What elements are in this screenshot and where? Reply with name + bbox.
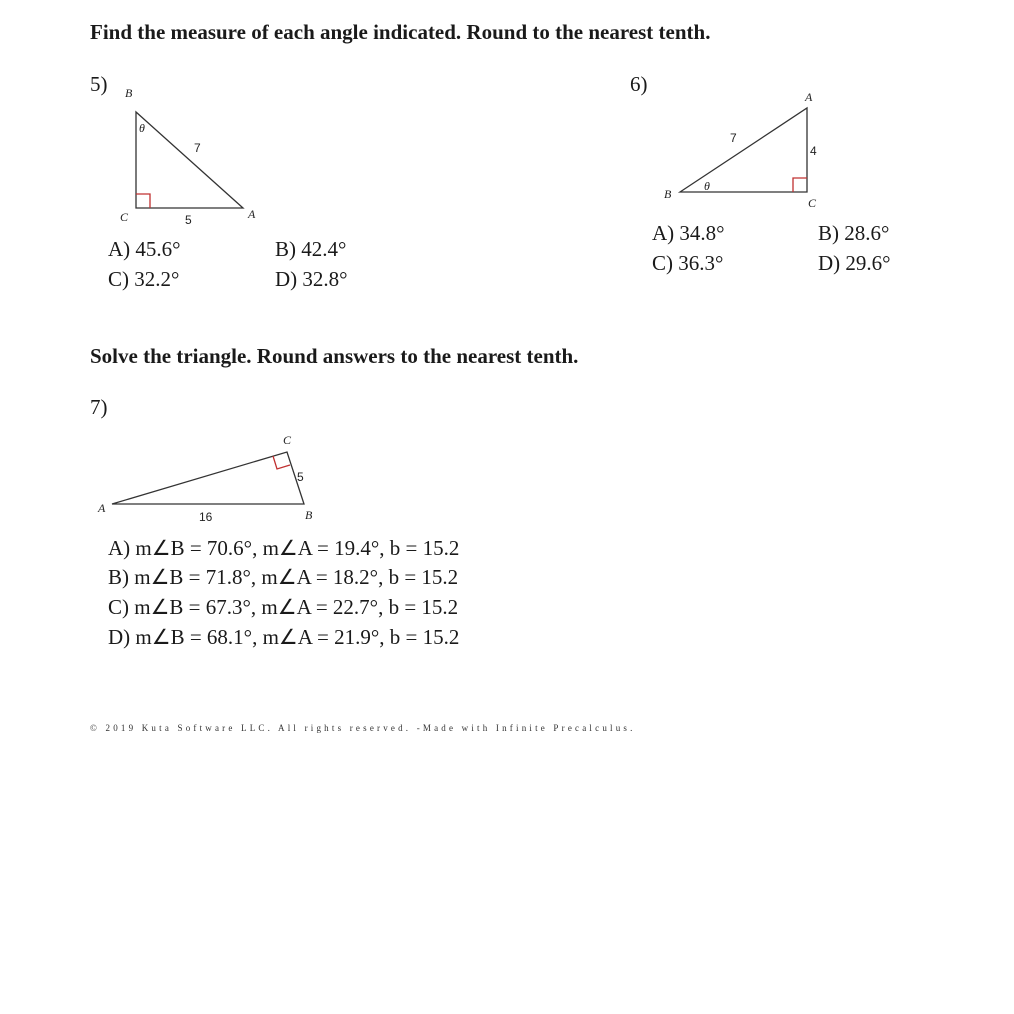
problem-7-number: 7) [90, 395, 108, 419]
problem-6-choice-b: B) 28.6° [818, 221, 890, 245]
problem-6-hypotenuse-length: 7 [730, 131, 737, 145]
problem-7-right-angle-mark [273, 456, 290, 469]
copyright-footer: © 2019 Kuta Software LLC. All rights reserved. -Made with Infinite Precalculus. [90, 723, 636, 733]
problem-7-triangle [112, 452, 304, 504]
problem-6-choice-d: D) 29.6° [818, 251, 891, 275]
problem-5-base-length: 5 [185, 213, 192, 227]
section-heading-angles: Find the measure of each angle indicated. Round to the nearest tenth. [90, 20, 711, 44]
section-heading-solve: Solve the triangle. Round answers to the nearest tenth. [90, 344, 579, 368]
problem-5-choice-c: C) 32.2° [108, 267, 180, 291]
problem-5-number: 5) [90, 72, 108, 96]
problem-6-vertex-c: C [808, 196, 817, 210]
problem-7-choice-d: D) m∠B = 68.1°, m∠A = 21.9°, b = 15.2 [108, 625, 460, 649]
problem-5-hypotenuse-length: 7 [194, 141, 201, 155]
problem-5-choice-d: D) 32.8° [275, 267, 348, 291]
problem-6-choice-a: A) 34.8° [652, 221, 725, 245]
problem-7-side-length: 5 [297, 470, 304, 484]
problem-7-base-length: 16 [199, 510, 213, 524]
problem-7-choice-a: A) m∠B = 70.6°, m∠A = 19.4°, b = 15.2 [108, 536, 460, 560]
problem-5-choice-b: B) 42.4° [275, 237, 347, 261]
problem-6-vertex-b: B [664, 187, 672, 201]
problem-6-angle-theta: θ [704, 179, 710, 193]
problem-5-vertex-b: B [125, 86, 133, 100]
problem-7-choice-c: C) m∠B = 67.3°, m∠A = 22.7°, b = 15.2 [108, 595, 459, 619]
problem-7-vertex-a: A [98, 501, 106, 515]
problem-5-vertex-c: C [120, 210, 129, 224]
problem-7-vertex-c: C [283, 433, 292, 447]
problem-6-number: 6) [630, 72, 648, 96]
problem-6-choice-c: C) 36.3° [652, 251, 724, 275]
problem-5-choice-a: A) 45.6° [108, 237, 181, 261]
problem-6-side-length: 4 [810, 144, 817, 158]
problem-5-vertex-a: A [248, 207, 256, 221]
problem-5-angle-theta: θ [139, 121, 145, 135]
problem-7-choice-b: B) m∠B = 71.8°, m∠A = 18.2°, b = 15.2 [108, 565, 459, 589]
problem-6-vertex-a: A [805, 90, 813, 104]
problem-7-vertex-b: B [305, 508, 313, 522]
